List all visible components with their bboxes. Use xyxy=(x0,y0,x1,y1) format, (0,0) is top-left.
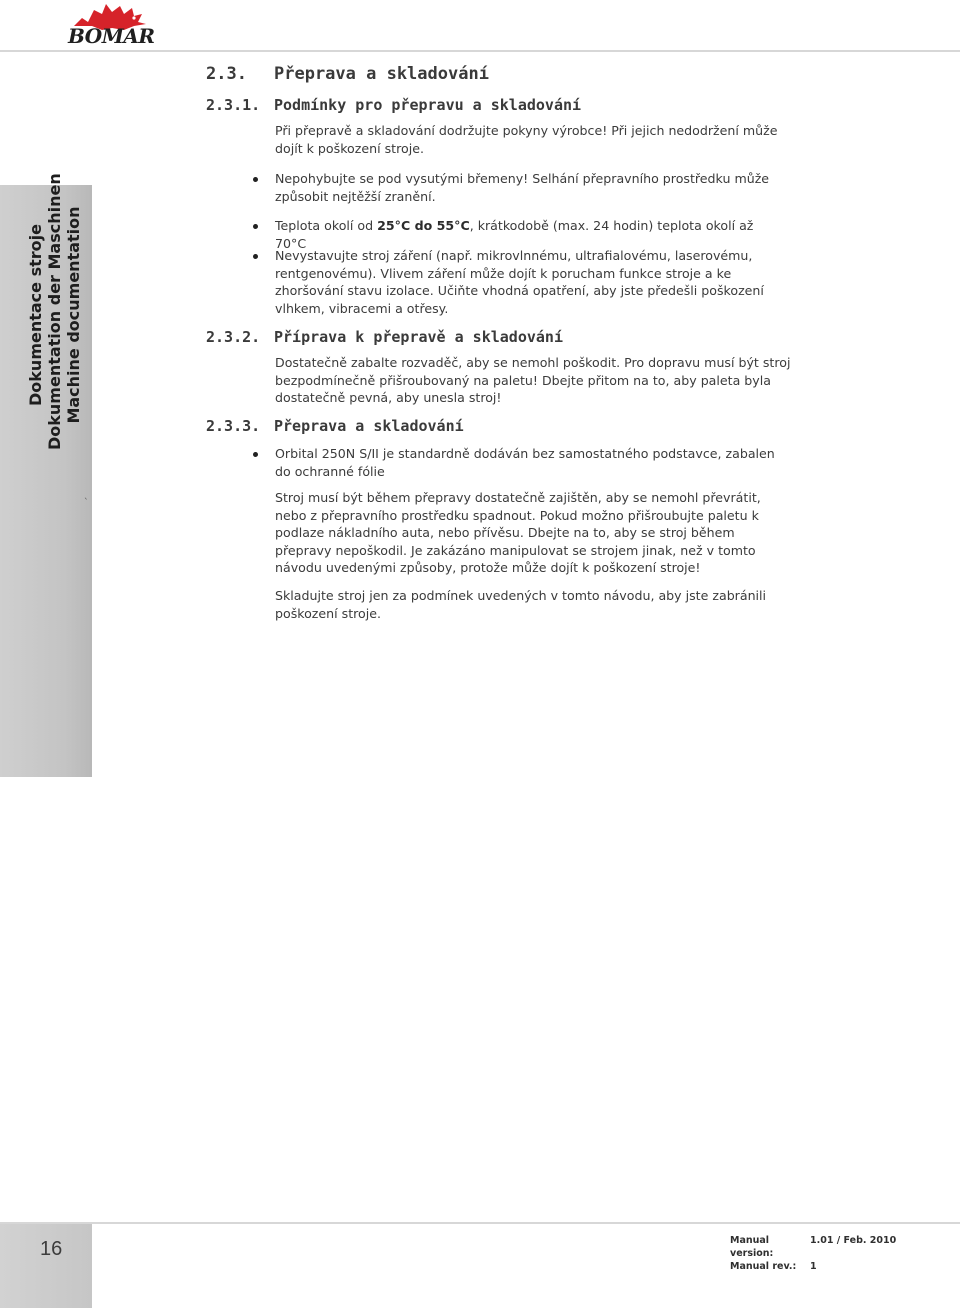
manual-rev-value: 1 xyxy=(810,1261,817,1272)
paragraph: Dostatečně zabalte rozvaděč, aby se nemohl poškodit. Pro dopravu musí být stroj bezpodmínečně přišroubovaný na paletu! Dbejte přitom na to, aby paleta byla dostatečně pevná, aby unesla stroj! xyxy=(275,355,791,405)
subsection-number: 2.3.2. xyxy=(206,328,261,346)
section-title: Přeprava a skladování xyxy=(274,64,489,84)
page-number: 16 xyxy=(40,1238,63,1260)
manual-version-value: 1.01 / Feb. 2010 xyxy=(810,1235,897,1246)
list-item-text: Orbital 250N S/II je standardně dodáván bez samostatného podstavce, zabalen do ochranné fólie xyxy=(275,446,775,479)
manual-rev-label: Manual rev.: xyxy=(730,1261,797,1272)
paragraph: Stroj musí být během přepravy dostatečně zajištěn, aby se nemohl převrátit, nebo z přepravního prostředku spadnout. Pokud možno přišroubujte paletu k podlaze nákladního auta, nebo přívěsu. Dbejte na to, aby se stroj během přepravy nepoškodil. Je zakázáno manipulovat se strojem jinak, než v tomto návodu uvedenými způsoby, protože může dojít k poškození stroje! xyxy=(275,490,761,575)
section-heading xyxy=(206,64,489,84)
list-item-text: Nevystavujte stroj záření (např. mikrovlnnému, ultrafialovému, laserovému, rentgenovému). Vlivem záření může dojít k porucham funkce stroje a ke zhoršování stavu izolace. Učiňte vhodná opatření, aby jste předešli poškození vlhkem, vibracemi a otřesy. xyxy=(275,248,764,316)
footer-divider xyxy=(0,1222,960,1224)
list-item xyxy=(248,445,808,480)
manual-info xyxy=(730,1234,896,1273)
sidebar-mark: ˋ xyxy=(84,498,89,508)
paragraph: Při přepravě a skladování dodržujte pokyny výrobce! Při jejich nedodržení může dojít k poškození stroje. xyxy=(275,123,778,156)
sidebar-title-cz: Dokumentace stroje xyxy=(26,224,45,406)
bullet-icon xyxy=(253,452,258,457)
subsection-title: Přeprava a skladování xyxy=(274,417,464,435)
temperature-range: 25°C do 55°C xyxy=(377,218,470,233)
manual-version-row xyxy=(730,1234,896,1260)
subsection-number: 2.3.1. xyxy=(206,96,261,114)
subsection-heading-231 xyxy=(206,96,581,114)
subsection-title: Podmínky pro přepravu a skladování xyxy=(274,96,582,114)
text-segment: Teplota okolí od xyxy=(275,218,378,233)
paragraph: Skladujte stroj jen za podmínek uvedených v tomto návodu, aby jste zabránili poškození stroje. xyxy=(275,588,767,621)
manual-version-label: Manual version: xyxy=(730,1235,774,1259)
logo-wordmark: BOMAR xyxy=(68,24,155,48)
subsection-heading-233 xyxy=(206,417,464,435)
footer-band xyxy=(0,1224,92,1308)
subsection-title: Příprava k přepravě a skladování xyxy=(274,328,563,346)
text-segment: , krátkodobě (max. 24 hodin) teplota okolí až 70°C xyxy=(275,218,754,251)
manual-rev-row xyxy=(730,1260,896,1273)
list-item xyxy=(248,170,808,205)
bullet-icon xyxy=(253,177,258,182)
list-item xyxy=(248,247,808,317)
bullet-icon xyxy=(253,254,258,259)
header-divider xyxy=(0,50,960,52)
sidebar-titles xyxy=(26,173,83,450)
bullet-icon xyxy=(253,224,258,229)
sidebar-title-en: Machine documentation xyxy=(64,206,83,424)
list-item-text: Nepohybujte se pod vysutými břemeny! Selhání přepravního prostředku může způsobit nejtěžší zranění. xyxy=(275,171,770,204)
subsection-number: 2.3.3. xyxy=(206,417,261,435)
subsection-heading-232 xyxy=(206,328,563,346)
bomar-logo xyxy=(62,2,155,48)
sidebar-title-de: Dokumentation der Maschinen xyxy=(45,173,64,450)
section-number: 2.3. xyxy=(206,64,247,84)
